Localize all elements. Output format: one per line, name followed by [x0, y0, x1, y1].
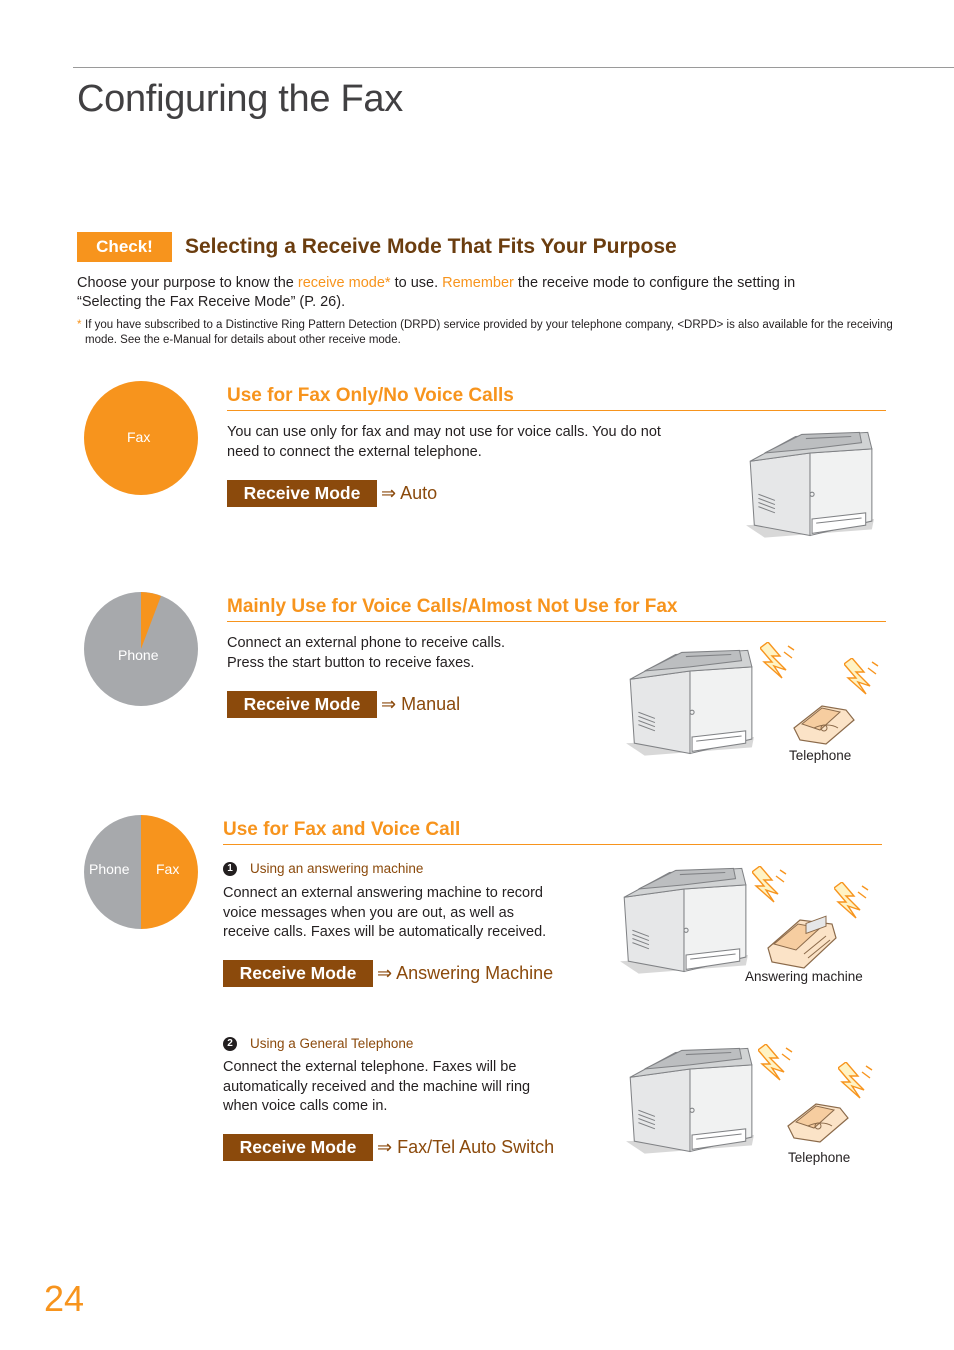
- receive-mode-badge: Receive Mode: [227, 480, 377, 507]
- intro-text: to use.: [390, 275, 443, 291]
- section-text-line: receive calls. Faxes will be automatically received.: [223, 924, 547, 940]
- remember-link[interactable]: Remember: [442, 275, 514, 291]
- ringing-icon: [758, 1044, 794, 1090]
- illustration-caption: Answering machine: [745, 969, 863, 984]
- receive-mode-value: ⇒ Answering Machine: [377, 963, 554, 983]
- section-text: [227, 423, 707, 462]
- section-text-line: automatically received and the machine will ring: [223, 1078, 531, 1095]
- telephone-icon: [792, 698, 858, 748]
- section-text: [223, 1058, 593, 1117]
- page-title: Configuring the Fax: [77, 78, 403, 120]
- section-rule: [227, 621, 886, 622]
- section-text: [227, 634, 607, 673]
- section-rule: [227, 410, 886, 411]
- receive-mode-value: ⇒ Manual: [381, 694, 461, 714]
- receive-mode-badge: Receive Mode: [227, 691, 377, 718]
- intro-text: the receive mode to configure the setting in: [513, 275, 796, 291]
- pie-label-fax: Fax: [156, 861, 180, 877]
- illustration-caption: Telephone: [788, 1150, 851, 1165]
- ringing-icon: [760, 642, 796, 688]
- section-heading: Use for Fax Only/No Voice Calls: [227, 385, 514, 406]
- receive-mode-badge: Receive Mode: [223, 960, 373, 987]
- pie-label-phone: Phone: [118, 647, 159, 663]
- footnote-text: If you have subscribed to a Distinctive Ring Pattern Detection (DRPD) service provided by your telephone company, <DRPD> is also available for the receiving mode. See the e-Manual for details about other receive mode.: [85, 319, 893, 346]
- check-heading: Selecting a Receive Mode That Fits Your Purpose: [185, 235, 677, 258]
- sub-option-label: Using an answering machine: [250, 861, 424, 876]
- pie-label-fax: Fax: [127, 429, 151, 445]
- telephone-icon: [786, 1096, 852, 1146]
- section-text-line: Connect the external telephone. Faxes will be: [223, 1059, 517, 1075]
- receive-mode-value: ⇒ Auto: [381, 483, 438, 503]
- section-text-line: voice messages when you are out, as well as: [223, 904, 514, 921]
- illustration-caption: Telephone: [789, 748, 852, 763]
- page-number: 24: [44, 1278, 85, 1319]
- printer-illustration: [624, 1046, 756, 1158]
- section-text-line: when voice calls come in.: [223, 1098, 388, 1114]
- receive-mode-badge: Receive Mode: [223, 1134, 373, 1161]
- header-divider: [73, 67, 954, 68]
- check-badge: Check!: [77, 232, 172, 262]
- intro-text: “Selecting the Fax Receive Mode” (P. 26).: [77, 294, 346, 310]
- answering-machine-icon: [766, 912, 838, 972]
- footnote: [77, 318, 907, 348]
- section-text-line: Connect an external phone to receive calls.: [227, 635, 506, 651]
- intro-paragraph: [77, 274, 897, 312]
- ringing-icon: [752, 866, 788, 912]
- footnote-star: *: [77, 319, 82, 331]
- receive-mode-value: ⇒ Fax/Tel Auto Switch: [377, 1137, 555, 1157]
- section-heading: Use for Fax and Voice Call: [223, 819, 461, 840]
- step-number: 2: [223, 1037, 237, 1051]
- section-text-line: Press the start button to receive faxes.: [227, 654, 475, 671]
- printer-illustration: [618, 866, 750, 978]
- receive-mode-link[interactable]: receive mode*: [297, 275, 391, 291]
- ringing-icon: [834, 882, 870, 928]
- printer-illustration: [624, 648, 756, 760]
- section-text-line: You can use only for fax and may not use for voice calls. You do not: [227, 424, 661, 440]
- pie-label-phone: Phone: [89, 861, 130, 877]
- section-rule: [223, 844, 882, 845]
- sub-option-label: Using a General Telephone: [250, 1036, 414, 1051]
- section-text-line: Connect an external answering machine to record: [223, 885, 543, 901]
- step-number: 1: [223, 862, 237, 876]
- intro-text: Choose your purpose to know the: [77, 275, 298, 291]
- printer-illustration: [744, 430, 876, 542]
- section-heading: Mainly Use for Voice Calls/Almost Not Use for Fax: [227, 596, 678, 617]
- section-text: [223, 884, 593, 943]
- section-text-line: need to connect the external telephone.: [227, 443, 482, 460]
